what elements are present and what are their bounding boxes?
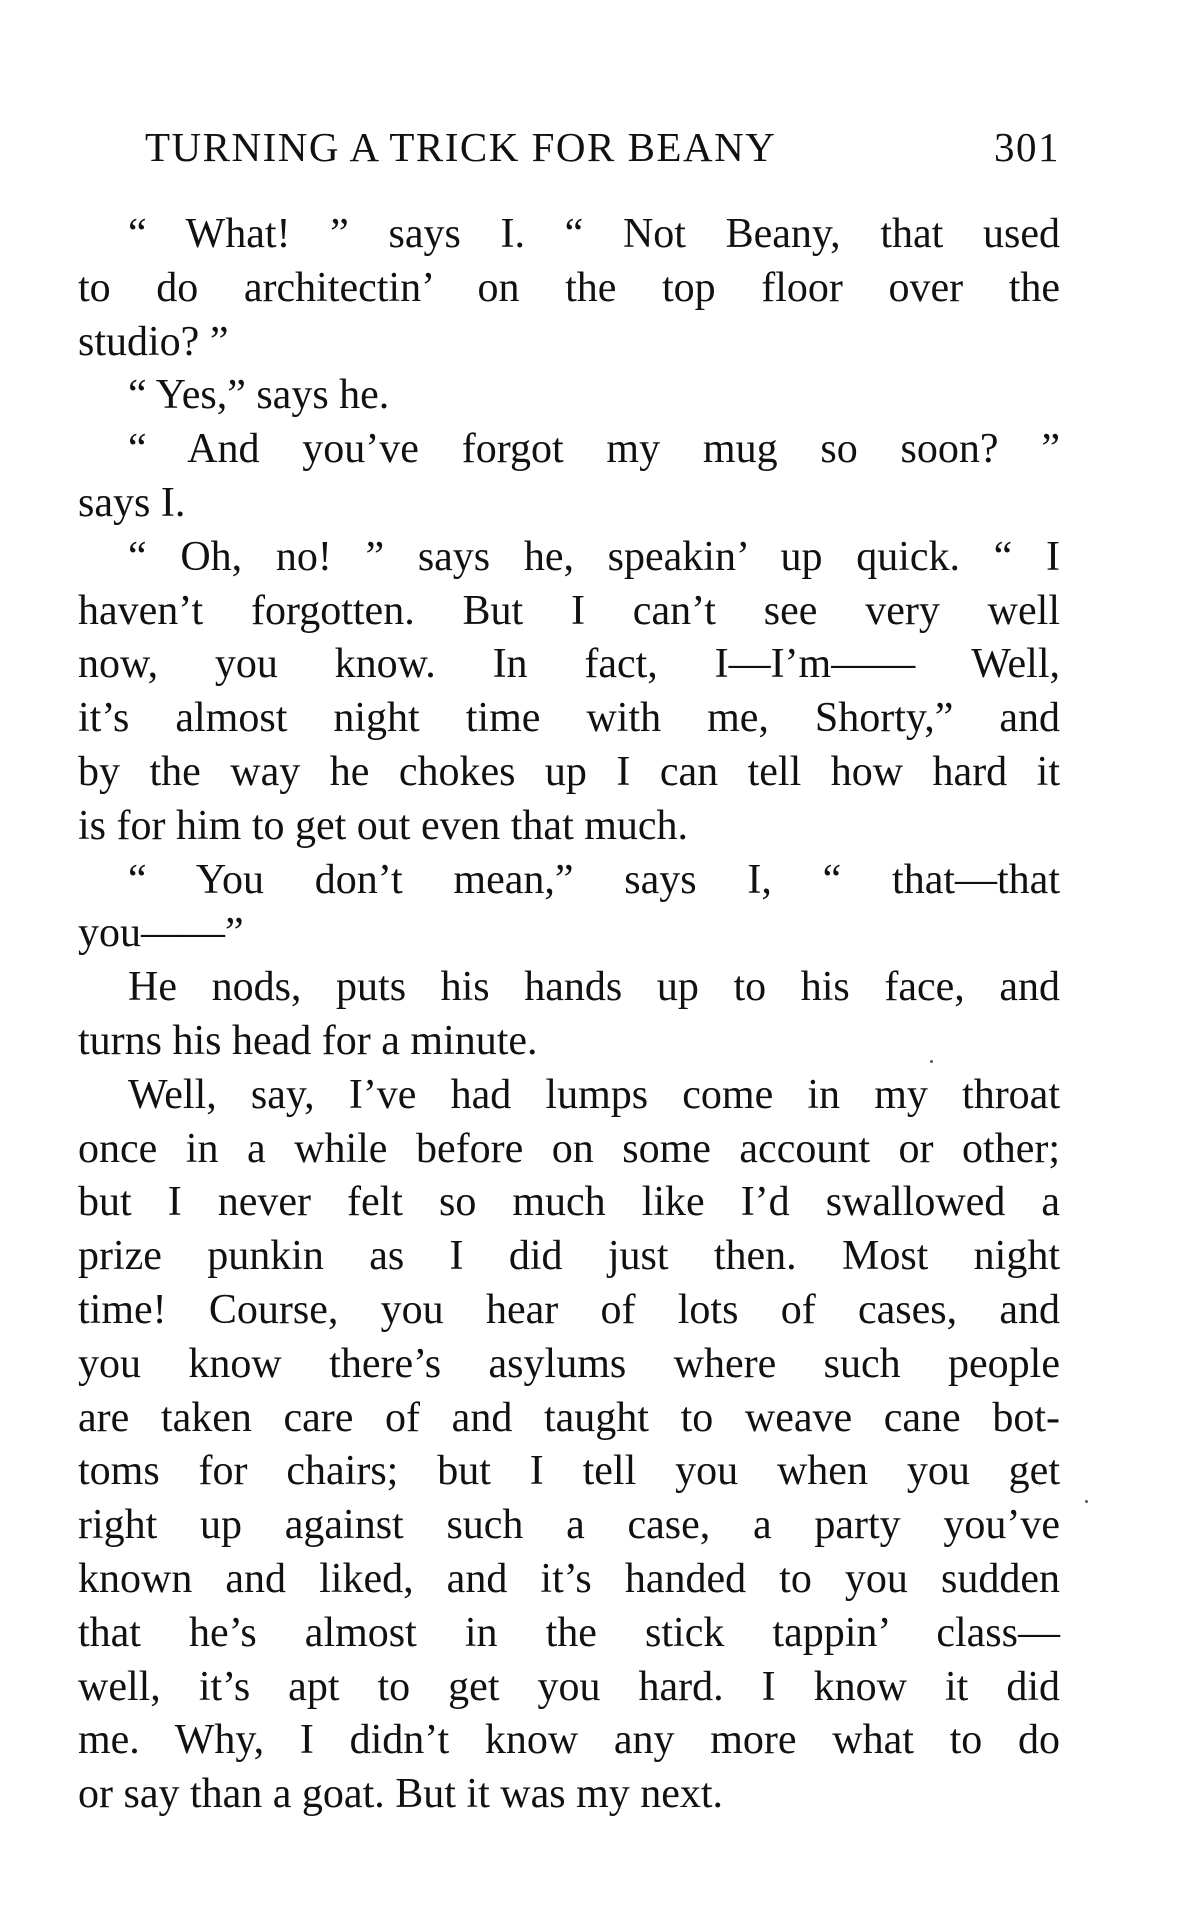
text-line: or say than a goat. But it was my next. xyxy=(78,1771,724,1818)
text-line: it’s almost night time with me, Shorty,” and xyxy=(78,695,1060,742)
text-line: “ Yes,” says he. xyxy=(128,372,390,419)
text-line: He nods, puts his hands up to his face, and xyxy=(128,964,1060,1011)
text-line: turns his head for a minute. xyxy=(78,1017,538,1064)
text-line: toms for chairs; but I tell you when you get xyxy=(78,1448,1060,1495)
text-line: is for him to get out even that much. xyxy=(78,802,689,849)
text-line: “ What! ” says I. “ Not Beany, that used xyxy=(128,211,1060,257)
body-text xyxy=(78,208,1060,1822)
text-line: Well, say, I’ve had lumps come in my throat xyxy=(128,1071,1060,1118)
paper-speck xyxy=(930,1060,933,1063)
text-line: that he’s almost in the stick tappin’ class— xyxy=(78,1609,1060,1656)
text-line: “ You don’t mean,” says I, “ that—that xyxy=(128,856,1060,903)
page-number: 301 xyxy=(994,124,1060,170)
text-line: by the way he chokes up I can tell how hard it xyxy=(78,748,1060,795)
running-title: TURNING A TRICK FOR BEANY xyxy=(145,124,777,170)
paper-speck xyxy=(1085,1500,1088,1503)
text-line: “ And you’ve forgot my mug so soon? ” xyxy=(128,426,1060,473)
text-line: time! Course, you hear of lots of cases, and xyxy=(78,1286,1060,1333)
text-line: well, it’s apt to get you hard. I know it did xyxy=(78,1663,1060,1710)
text-line: right up against such a case, a party you’ve xyxy=(78,1502,1060,1549)
text-line: “ Oh, no! ” says he, speakin’ up quick. “ I xyxy=(128,533,1060,580)
text-line: studio? ” xyxy=(78,318,229,365)
text-line: to do architectin’ on the top floor over the xyxy=(78,264,1060,311)
text-line: you know there’s asylums where such people xyxy=(78,1340,1060,1387)
text-line: once in a while before on some account or other; xyxy=(78,1125,1060,1172)
text-line: says I. xyxy=(78,479,186,526)
text-line: prize punkin as I did just then. Most night xyxy=(78,1233,1060,1280)
text-line: now, you know. In fact, I—I’m—— Well, xyxy=(78,641,1060,688)
text-line: you——” xyxy=(78,910,244,957)
text-line: haven’t forgotten. But I can’t see very well xyxy=(78,587,1060,634)
text-line: known and liked, and it’s handed to you sudden xyxy=(78,1555,1060,1602)
text-line: but I never felt so much like I’d swallowed a xyxy=(78,1179,1060,1226)
running-header xyxy=(145,122,1060,172)
text-line: me. Why, I didn’t know any more what to do xyxy=(78,1717,1060,1764)
text-line: are taken care of and taught to weave cane bot- xyxy=(78,1394,1060,1441)
